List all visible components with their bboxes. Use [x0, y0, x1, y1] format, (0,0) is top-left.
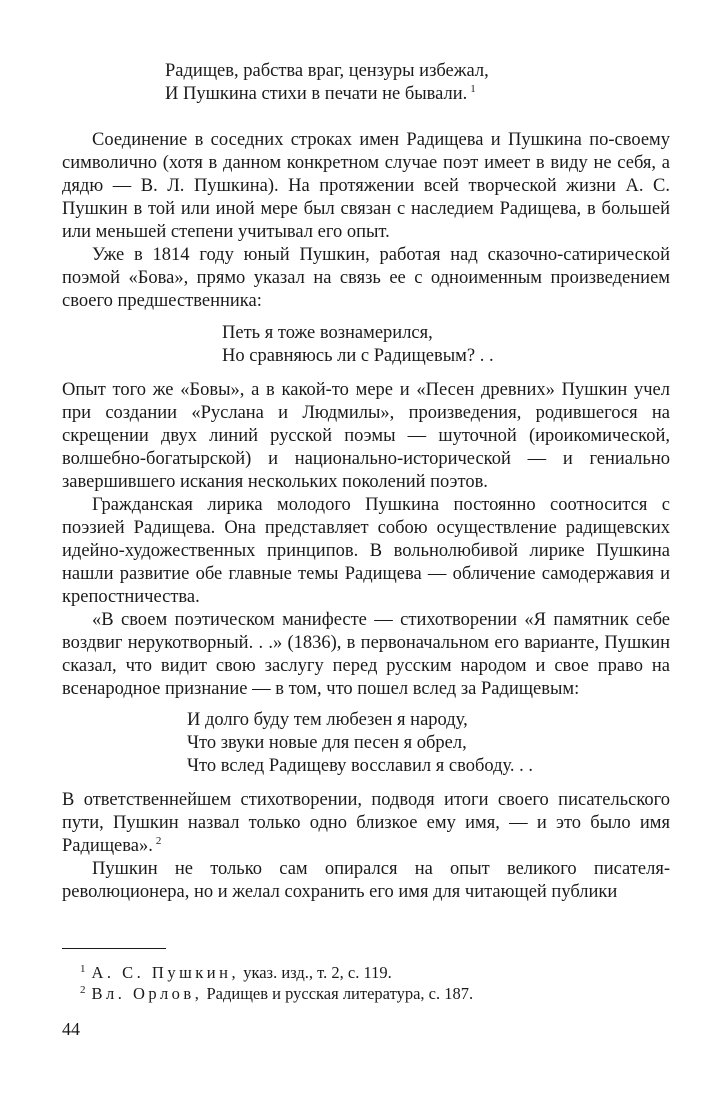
verse-line: И долго буду тем любезен я народу, — [187, 710, 468, 730]
verse-line: Но сравняюсь ли с Радищевым? . . — [222, 346, 494, 366]
paragraph: Пушкин не только сам опирался на опыт великого писателя-революционера, но и желал сохранить его имя для читающей публики — [62, 859, 670, 902]
footnote-divider — [62, 948, 166, 949]
quoted-verse — [222, 322, 670, 368]
footnote — [62, 962, 670, 983]
epigraph-verse — [165, 60, 670, 106]
page-number: 44 — [62, 1019, 80, 1039]
paragraph-text: В ответственнейшем стихотворении, подводя итоги своего писательского пути, Пушкин назвал только одно близкое ему имя, — и это было имя Радищева». — [62, 790, 670, 856]
footnote-mark: 2 — [80, 983, 86, 996]
paragraph — [62, 789, 670, 858]
footnote-text: Радищев и русская литература, с. 187. — [202, 984, 474, 1003]
paragraph: Гражданская лирика молодого Пушкина постоянно соотносится с поэзией Радищева. Она представляет собою осуществление радищевских идейно-художественных принципов. В вольнолюбивой лирике Пушкина нашли развитие обе главные темы Радищева — обличение самодержавия и крепостничества. — [62, 495, 670, 607]
footnote-mark: 1 — [80, 962, 86, 975]
page-body — [62, 60, 670, 904]
footnote-author: Вл. Орлов, — [91, 984, 203, 1003]
verse-line-text: И Пушкина стихи в печати не бывали. — [165, 84, 468, 104]
paragraph: Соединение в соседних строках имен Радищева и Пушкина по-своему символично (хотя в данном конкретном случае поэт имеет в виду не себя, а дядю — В. Л. Пушкина). На протяжении всей творческой жизни А. С. Пушкин в той или иной мере был связан с наследием Радищева, в большей или меньшей степени учитывал его опыт. — [62, 130, 670, 242]
footnote — [62, 983, 670, 1004]
paragraph: «В своем поэтическом манифесте — стихотворении «Я памятник себе воздвиг нерукотворный. . .» (1836), в первоначальном его варианте, Пушкин сказал, что видит свою заслугу перед русским народом и свое право на всенародное признание — в том, что пошел вслед за Радищевым: — [62, 610, 670, 699]
verse-line: Радищев, рабства враг, цензуры избежал, — [165, 61, 489, 81]
footnote-text: указ. изд., т. 2, с. 119. — [239, 963, 392, 982]
verse-line — [165, 83, 670, 106]
footnotes — [62, 962, 670, 1004]
verse-line: Петь я тоже вознамерился, — [222, 323, 433, 343]
footnote-ref: 2 — [155, 834, 162, 847]
verse-line: Что вслед Радищеву восславил я свободу. . . — [187, 756, 534, 776]
footnote-author: А. С. Пушкин, — [91, 963, 240, 982]
quoted-verse — [187, 709, 670, 778]
paragraph: Опыт того же «Бовы», а в какой-то мере и «Песен древних» Пушкин учел при создании «Руслана и Людмилы», произведения, родившегося на скрещении двух линий русской поэмы — шуточной (ироикомической, волшебно-богатырской) и национально-исторической — и гениально завершившего искания нескольких поколений поэтов. — [62, 380, 670, 492]
footnote-ref: 1 — [470, 82, 476, 95]
verse-line: Что звуки новые для песен я обрел, — [187, 733, 467, 753]
paragraph: Уже в 1814 году юный Пушкин, работая над сказочно-сатирической поэмой «Бова», прямо указал на связь ее с одноименным произведением своего предшественника: — [62, 245, 670, 311]
